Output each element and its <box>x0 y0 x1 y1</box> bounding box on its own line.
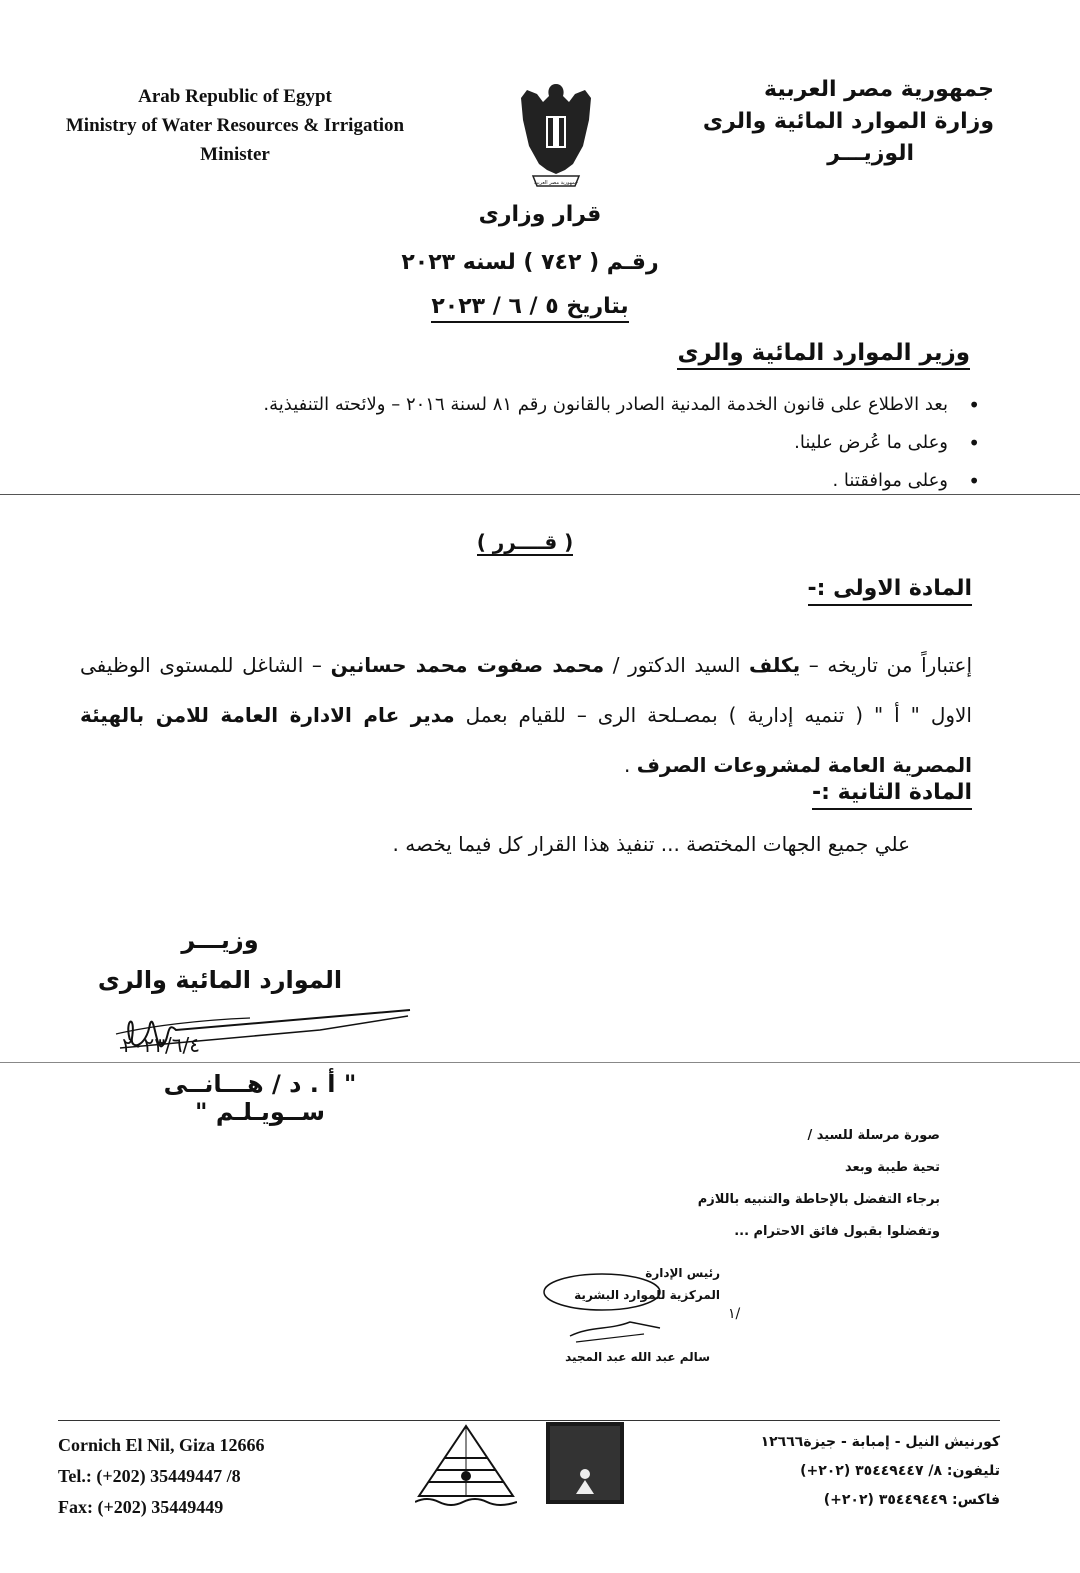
article-1-heading <box>808 576 972 601</box>
article-1-text: إعتباراً من تاريخه – <box>800 653 972 677</box>
preamble-item: • وعلى موافقتنا . <box>120 462 980 500</box>
minister-heading-text: وزير الموارد المائية والرى <box>677 340 970 370</box>
article-1-text: السيد الدكتور / <box>604 653 750 677</box>
cc-line: صورة مرسلة للسيد / <box>807 1128 940 1143</box>
slash-mark: /١ <box>728 1306 741 1322</box>
copy-recipient-block <box>580 1120 940 1248</box>
appointed-position: مدير عام الادارة العامة للامن بالهيئة المصرية العامة لمشروعات الصرف <box>80 703 972 777</box>
divider <box>0 1062 1080 1063</box>
emblem-banner-text: جمهورية مصر العربية <box>534 180 578 186</box>
article-2-heading <box>812 780 972 805</box>
ministry-name-ar: وزارة الموارد المائية والرى <box>702 109 994 134</box>
article-1-text: – الشاغل للمستوى الوظيفى الاول " أ " ( تنميه إدارية ) بمصـلحة الرى – للقيام بعمل <box>80 653 972 727</box>
office-name-en: Minister <box>200 144 270 165</box>
ministry-square-logo-icon <box>546 1422 624 1504</box>
divider <box>0 494 1080 495</box>
appointee-name: محمد صفوت محمد حسانين <box>330 653 605 677</box>
eagle-emblem-icon <box>513 80 599 192</box>
signatory-name: " أ . د / هـــانــى ســويـلـم " <box>163 1070 357 1126</box>
handwritten-signature <box>110 990 420 1070</box>
footer-tel-ar: تليفون: ٨/ ٣٥٤٤٩٤٤٧ (٢٠٢+) <box>800 1463 1000 1479</box>
hr-signatory-name: سالم عبد الله عبد المجيد <box>565 1350 710 1364</box>
article-1-text: . <box>623 753 637 777</box>
ministry-name-en: Ministry of Water Resources & Irrigation <box>65 115 405 136</box>
minister-heading <box>677 340 970 366</box>
cc-line: وتفضلوا بقبول فائق الاحترام ... <box>734 1224 940 1239</box>
footer-fax-ar: فاكس: ٣٥٤٤٩٤٤٩ (٢٠٢+) <box>823 1492 1000 1508</box>
signatory-title-line: الموارد المائية والرى <box>97 966 343 994</box>
footer-address-ar: كورنيش النيل - إمبابة - جيزة١٢٦٦٦ <box>760 1434 1000 1450</box>
decision-label <box>470 530 580 554</box>
hr-stamp-title: رئيس الإدارة <box>645 1266 720 1280</box>
cc-line: برجاء التفضل بالإحاطة والتنبيه باللازم <box>697 1192 940 1207</box>
arabic-letterhead <box>664 74 994 170</box>
assignment-verb: يكلف <box>749 653 801 677</box>
preamble-item: • بعد الاطلاع على قانون الخدمة المدنية الصادر بالقانون رقم ٨١ لسنة ٢٠١٦ – ولائحته التنفيذية. <box>120 386 980 424</box>
signatory-title-line: وزيـــر <box>181 926 259 954</box>
footer-english-contact <box>58 1430 378 1523</box>
decree-date-text: بتاريخ ٥ / ٦ / ٢٠٢٣ <box>431 294 628 323</box>
article-1-heading-text: المادة الاولى :- <box>808 576 972 606</box>
signatory-title <box>90 920 350 1000</box>
footer-address-en: Cornich El Nil, Giza 12666 <box>58 1435 265 1455</box>
office-name-ar: الوزيـــر <box>827 141 914 166</box>
article-2-heading-text: المادة الثانية :- <box>812 780 972 810</box>
decree-number: رقـم ( ٧٤٢ ) لسنه ٢٠٢٣ <box>401 250 659 275</box>
signature-date: ٢٠٢٣/٦/٤ <box>122 1033 200 1057</box>
decision-label-text: ( قــــرر ) <box>476 530 574 554</box>
country-name-ar: جمهورية مصر العربية <box>764 77 994 102</box>
cc-line: تحية طيبة وبعد <box>844 1160 940 1175</box>
hr-stamp-block <box>540 1262 720 1306</box>
pyramid-logo-icon <box>415 1424 517 1506</box>
decree-date <box>360 294 700 319</box>
footer-fax-en: Fax: (+202) 35449449 <box>58 1497 224 1517</box>
country-name-en: Arab Republic of Egypt <box>138 86 332 107</box>
decree-title: قرار وزارى <box>478 202 602 227</box>
footer-arabic-contact <box>700 1428 1000 1515</box>
footer-tel-en: Tel.: (+202) 35449447 /8 <box>58 1466 241 1486</box>
hr-stamp-department: المركزية للموارد البشرية <box>574 1288 720 1302</box>
preamble-list <box>120 386 980 500</box>
preamble-item: • وعلى ما عُرض علينا. <box>120 424 980 462</box>
article-2-body: علي جميع الجهات المختصة ... تنفيذ هذا القرار كل فيما يخصه . <box>392 832 910 856</box>
english-letterhead <box>40 82 430 169</box>
footer-divider <box>58 1420 1000 1421</box>
article-1-body <box>80 640 972 790</box>
